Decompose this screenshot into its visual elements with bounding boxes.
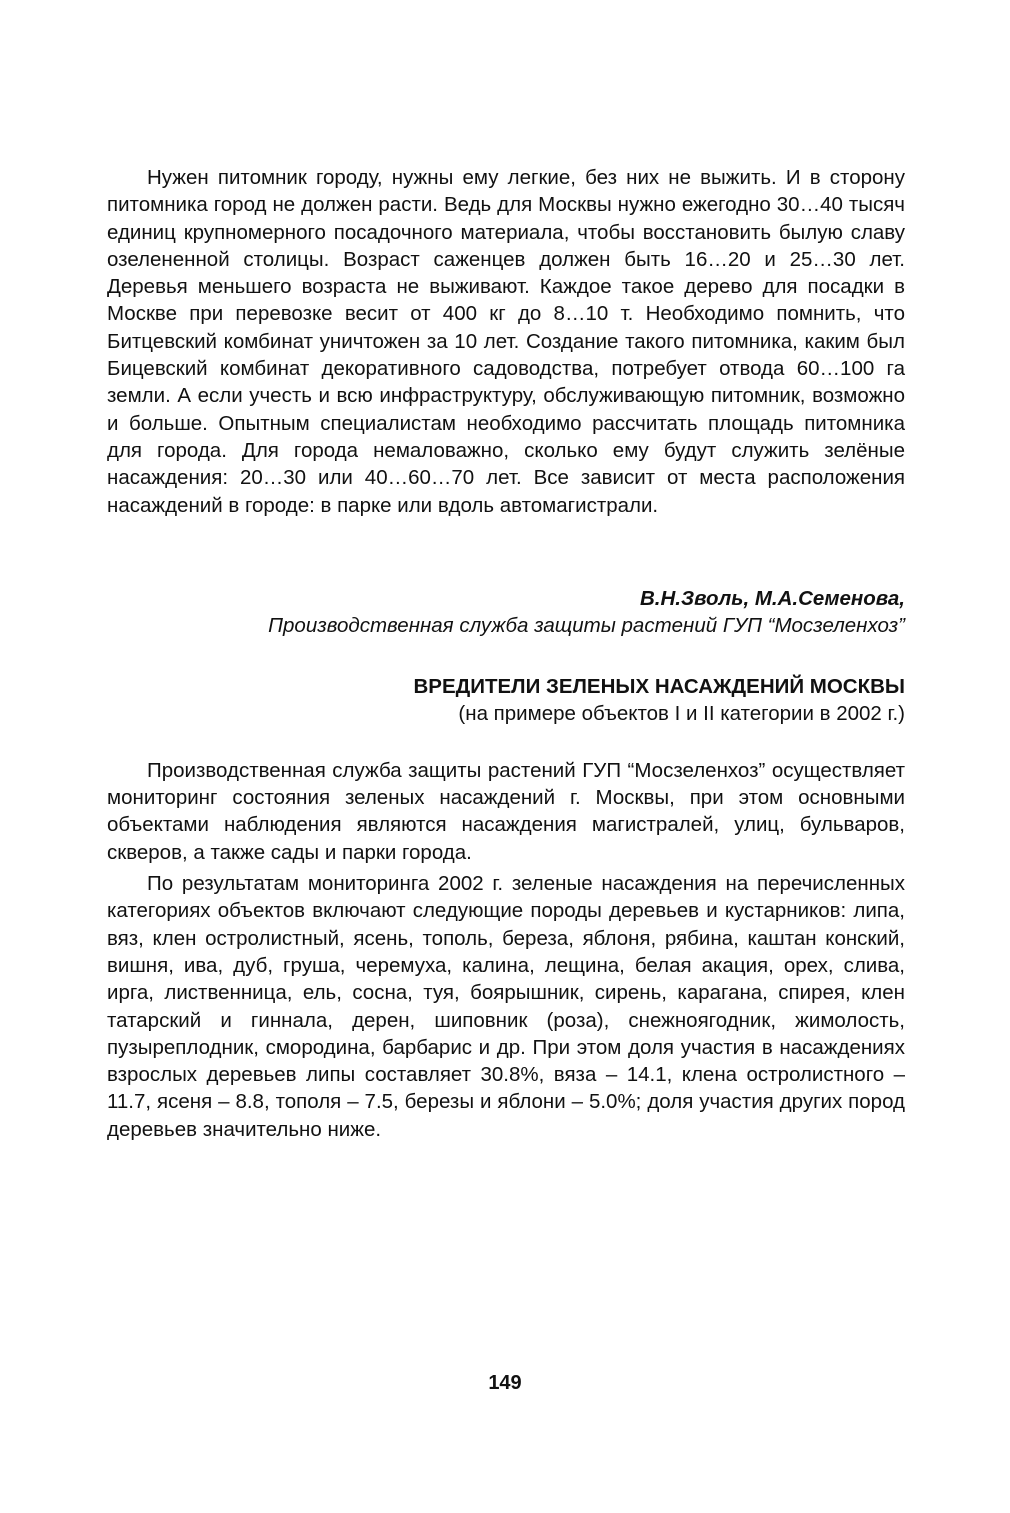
article-paragraph: По результатам мониторинга 2002 г. зеленые насаждения на перечисленных категориях объектов включают следующие породы деревьев и кустарников: липа, вяз, клен остролистный, ясень, тополь, береза, яблоня, рябина, каштан конский, вишня, ива, дуб, груша, черемуха, калина, лещина, белая акация, орех, слива, ирга, лиственница, ель, сосна, туя, боярышник, сирень, карагана, спирея, клен татарский и гиннала, дерен, шиповник (роза), снежноягодник, жимолость, пузыреплодник, смородина, барбарис и др. При этом доля участия в насаждениях взрослых деревьев липы составляет 30.8%, вяза – 14.1, клена остролистного – 11.7, ясеня – 8.8, тополя – 7.5, березы и яблони – 5.0%; доля участия других пород деревьев значительно ниже. <box>107 872 905 1141</box>
article-subtitle: (на примере объектов I и II категории в 2002 г.) <box>458 701 905 725</box>
article-paragraph: Производственная служба защиты растений ГУП “Мосзеленхоз” осуществляет мониторинг состояния зеленых насаждений г. Москвы, при этом основными объектами наблюдения являются насаждения магистралей, улиц, бульваров, скверов, а также сады и парки города. <box>107 758 905 864</box>
article-affiliation: Производственная служба защиты растений ГУП “Мосзеленхоз” <box>268 613 905 637</box>
article-title: ВРЕДИТЕЛИ ЗЕЛЕНЫХ НАСАЖДЕНИЙ МОСКВЫ <box>413 674 905 698</box>
page-number: 149 <box>488 1372 522 1394</box>
article-authors: В.Н.Зволь, М.А.Семенова, <box>639 586 905 610</box>
article-body <box>107 757 905 1143</box>
intro-paragraph: Нужен питомник городу, нужны ему легкие, без них не выжить. И в сторону питомника город не должен расти. Ведь для Москвы нужно ежегодно 30…40 тысяч единиц крупномерного посадочного материала, чтобы восстановить былую славу озелененной столицы. Возраст саженцев должен быть 16…20 и 25…30 лет. Деревья меньшего возраста не выживают. Каждое такое дерево для посадки в Москве при перевозке весит от 400 кг до 8…10 т. Необходимо помнить, что Битцевский комбинат уничтожен за 10 лет. Создание такого питомника, каким был Бицевский комбинат декоративного садоводства, потребует отвода 60…100 га земли. А если учесть и всю инфраструктуру, обслуживающую питомник, возможно и больше. Опытным специалистам необходимо рассчитать площадь питомника для города. Для города немаловажно, сколько ему будут служить зелёные насаждения: 20…30 или 40…60…70 лет. Все зависит от места расположения насаждений в городе: в парке или вдоль автомагистрали. <box>107 166 905 517</box>
page-content <box>107 164 905 1143</box>
